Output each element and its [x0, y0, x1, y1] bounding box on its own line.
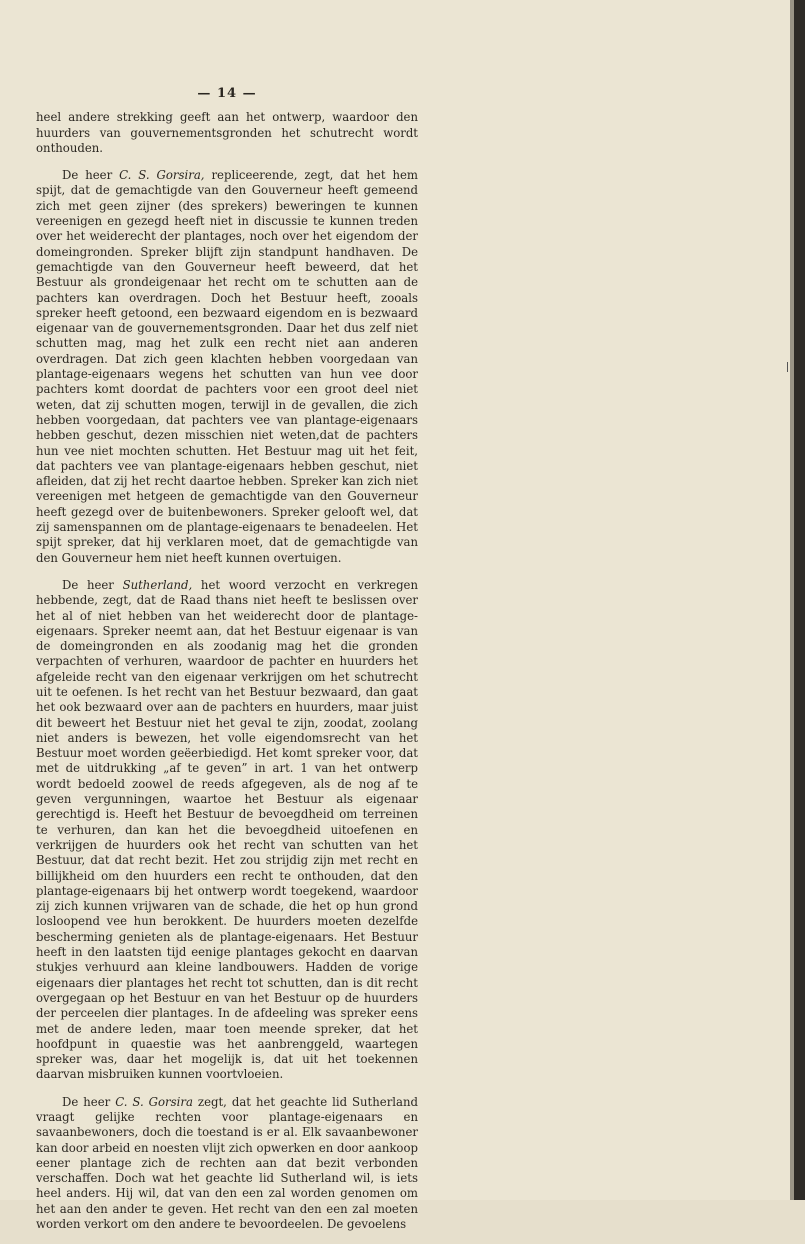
paragraph-sutherland	[36, 578, 418, 1083]
paragraph-gorsira-second	[36, 1095, 418, 1233]
page-number: — 14 —	[197, 86, 257, 101]
speaker-name: C. S. Gorsira	[115, 1094, 193, 1109]
paragraph-gorsira-reply	[36, 168, 418, 566]
speaker-intro: De heer	[62, 577, 123, 592]
speaker-name: Sutherland,	[122, 577, 193, 592]
speaker-intro: De heer	[62, 168, 120, 183]
speaker-name: C. S. Gorsira,	[119, 168, 205, 183]
scan-edge	[790, 0, 805, 1200]
page-content	[36, 82, 418, 1244]
speaker-intro: De heer	[62, 1094, 116, 1109]
paragraph-text: het woord verzocht en verkregen hebbende, zegt, dat de Raad thans niet heeft te beslissen over het al of niet hebben van het weiderecht door de plantage-eigenaars. Spreker neemt aan, dat het Bestuur eigenaar is van de domeingronden en als zoodanig mag het die gronden verpachten of verhuren, waardoor de pachter en huurders het afgeleide recht van den eigenaar verkrijgen om het schutrecht uit te oefenen. Is het recht van het Bestuur bezwaard, dan gaat het ook bezwaard over aan de pachters en huurders, maar juist dit beweert het Bestuur niet het geval te zijn, zoodat, zoolang niet anders is bewezen, het volle eigendomsrecht van het Bestuur moet worden geëerbiedigd. Het komt spreker voor, dat met de uitdrukking „af te geven” in art. 1 van het ontwerp wordt bedoeld zoowel de reeds afgegeven, als de nog af te geven vergunningen, waartoe het Bestuur als eigenaar gerechtigd is. Heeft het Bestuur de bevoegdheid om terreinen te verhuren, dan kan het die bevoegdheid uitoefenen en verkrijgen de huurders ook het recht van schutten van het Bestuur, dat dat recht bezit. Het zou strijdig zijn met recht en billijkheid om den huurders een recht te onthouden, dat den plantage-eigenaars bij het ontwerp wordt toegekend, waardoor zij zich kunnen vrijwaren van de schade, die het op hun grond losloopend vee hun berokkent. De huurders moeten dezelfde bescherming genieten als de plantage-eigenaars. Het Bestuur heeft in den laatsten tijd eenige plantages gekocht en daarvan stukjes verhuurd aan kleine landbouwers. Hadden de vorige eigenaars dier plantages het recht tot schutten, dan is dit recht overgegaan op het Bestuur en van het Bestuur op de huurders der perceelen dier plantages. In de afdeeling was spreker eens met de andere leden, maar toen meende spreker, dat het hoofdpunt in quaestie was het aanbrenggeld, waartegen spreker was, daar het mogelijk is, dat uit het toekennen daarvan misbruiken kunnen voortvloeien.	[36, 577, 418, 1082]
paragraph-text: zegt, dat het geachte lid Sutherland vraagt gelijke rechten voor plantage-eigenaars en savaanbewoners, doch die toestand is er al. Elk savaanbewoner kan door arbeid en noesten vlijt zich opwerken en door aankoop eener plantage zich de rechten aan dat bezit verbonden verschaffen. Doch wat het geachte lid Sutherland wil, is iets heel anders. Hij wil, dat van den een zal worden genomen om het aan den ander te geven. Het recht van den een zal moeten worden verkort om den andere te bevoordeelen. De gevoelens	[36, 1094, 418, 1232]
paragraph-text: repliceerende, zegt, dat het hem spijt, dat de gemachtigde van den Gouverneur heeft gemeend zich met geen zijner (des sprekers) beweringen te kunnen vereenigen en gezegd heeft niet in discussie te kunnen treden over het weiderecht der plantages, noch over het eigendom der domeingronden. Spreker blijft zijn standpunt handhaven. De gemachtigde van den Gouverneur heeft beweerd, dat het Bestuur als grondeigenaar het recht om te schutten aan de pachters kan overdragen. Doch het Bestuur heeft, zooals spreker heeft getoond, een bezwaard eigendom en is bezwaard eigenaar van de gouvernementsgronden. Daar het dus zelf niet schutten mag, mag het zulk een recht niet aan anderen overdragen. Dat zich geen klachten hebben voorgedaan van plantage-eigenaars wegens het schutten van hun vee door pachters komt doordat de pachters voor een groot deel niet weten, dat zij schutten mogen, terwijl in de gevallen, die zich hebben voorgedaan, dat pachters vee van plantage-eigenaars hebben geschut, dezen misschien niet weten,dat de pachters hun vee niet mochten schutten. Het Bestuur mag uit het feit, dat pachters vee van plantage-eigenaars hebben geschut, niet afleiden, dat zij het recht daartoe hebben. Spreker kan zich niet vereenigen met hetgeen de gemachtigde van den Gouverneur heeft gezegd over de buitenbewoners. Spreker gelooft wel, dat zij samenspannen om de plantage-eigenaars te benadeelen. Het spijt spreker, dat hij verklaren moet, dat de gemachtigde van den Gouverneur hem niet heeft kunnen overtuigen.	[36, 168, 419, 565]
scan-edge-highlight	[790, 0, 794, 1200]
paragraph-continuation	[36, 110, 418, 156]
paragraph-text: heel andere strekking geeft aan het ontwerp, waardoor den huurders van gouvernementsgronden het schutrecht wordt onthouden.	[36, 110, 418, 155]
margin-mark	[787, 362, 788, 372]
